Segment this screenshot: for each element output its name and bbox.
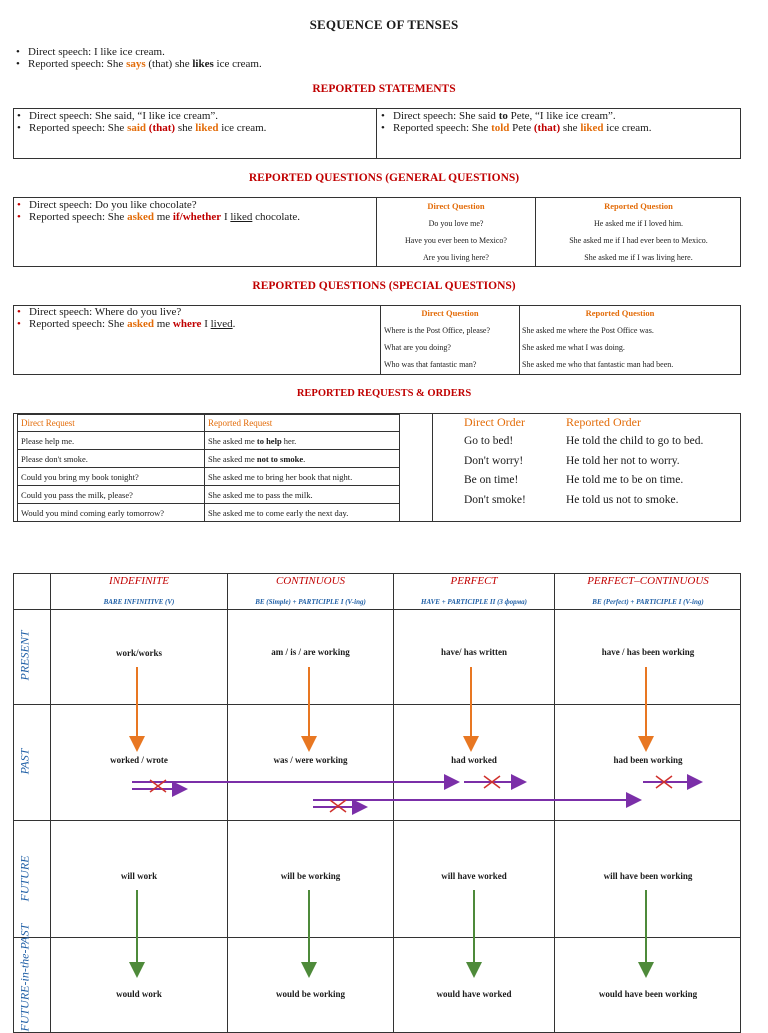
past-shift-arrows [132,782,695,807]
general-heading: REPORTED QUESTIONS (GENERAL QUESTIONS) [248,172,520,184]
grid-sub-perfect-continuous: BE (Perfect) + PARTICIPLE I (V-ing) [592,598,704,606]
list-item: She asked me who that fantastic man had been. [522,360,674,369]
grid-head-perfect-continuous: PERFECT–CONTINUOUS [587,575,709,587]
list-item: Be on time! [464,474,519,486]
list-item: He told us not to smoke. [566,493,679,506]
cell-future-perfect-continuous: will have been working [603,871,693,881]
list-item: Don't worry! [464,454,524,467]
grid-head-continuous: CONTINUOUS [275,575,346,587]
cell-past-continuous: was / were working [273,755,348,765]
cell-past-indefinite: worked / wrote [110,755,168,765]
statements-right: • Direct speech: She said to Pete, “I like ice cream”. • Reported speech: She told Pete (that) she liked ice cream. [381,110,652,134]
grid-sub-continuous: BE (Simple) + PARTICIPLE I (V-ing) [255,598,366,606]
list-item: Who was that fantastic man? [384,360,477,369]
general-bullets: • Direct speech: Do you like chocolate? • Reported speech: She asked me if/whether I liked chocolate. [17,199,301,223]
list-item: Don't smoke! [464,493,526,506]
cell-present-continuous: am / is / are working [271,647,350,657]
cell-present-perfect: have/ has written [441,647,507,657]
intro-direct: • Direct speech: I like ice cream. [16,46,165,58]
grid-head-perfect: PERFECT [450,575,498,587]
cell-present-indefinite: work/works [115,648,162,658]
grid-sub-indefinite: BARE INFINITIVE (V) [103,598,175,606]
row-label-past: PAST [17,748,32,775]
order-reported-heading: Reported Order [566,415,641,429]
table-row: Could you bring my book tonight? She asked me to bring her book that night. [18,468,400,486]
list-item: She asked me if I was living here. [584,253,693,262]
cell-fitp-indefinite: would work [116,989,162,999]
list-item: He told the child to go to bed. [566,435,704,447]
cell-future-perfect: will have worked [441,871,507,881]
table-row: Please don't smoke. She asked me not to smoke. [18,450,400,468]
list-item: She asked me where the Post Office was. [522,326,654,335]
statements-left: • Direct speech: She said, “I like ice cream”. • Reported speech: She said (that) she liked ice cream. [17,110,267,134]
cell-past-perfect-continuous: had been working [613,755,683,765]
list-item: Go to bed! [464,435,514,447]
list-item: Do you love me? [428,219,484,228]
list-item: He told me to be on time. [566,474,684,486]
col-direct-request: Direct Request [18,415,205,432]
list-item: She asked me if I had ever been to Mexico. [569,236,708,245]
cell-future-continuous: will be working [280,871,341,881]
col-reported-request: Reported Request [205,415,400,432]
list-item: Are you living here? [423,253,489,262]
list-item: What are you doing? [384,343,451,352]
present-to-past-arrows [137,667,646,744]
cell-future-indefinite: will work [120,871,158,881]
special-bullets: • Direct speech: Where do you live? • Reported speech: She asked me where I lived. [17,306,236,330]
table-row: Would you mind coming early tomorrow? She asked me to come early the next day. [18,504,400,522]
order-direct-heading: Direct Order [464,415,525,429]
statements-heading: REPORTED STATEMENTS [312,83,456,95]
list-item: Have you ever been to Mexico? [405,236,507,245]
cell-past-perfect: had worked [451,755,497,765]
page-title: SEQUENCE OF TENSES [309,17,459,32]
list-item: She asked me what I was doing. [522,343,625,352]
list-item: He told her not to worry. [566,454,680,467]
grid-sub-perfect: HAVE + PARTICIPLE II (3 форма) [421,598,527,606]
table-row: Please help me. She asked me to help her. [18,432,400,450]
future-to-fitp-arrows [137,890,646,970]
intro-reported: • Reported speech: She says (that) she likes ice cream. [16,58,262,70]
special-col-direct: Direct Question [421,308,479,318]
general-col-reported: Reported Question [604,201,673,211]
list-item: Where is the Post Office, please? [384,326,491,335]
grid-head-indefinite: INDEFINITE [109,575,169,587]
special-col-reported: Reported Question [585,308,655,318]
special-heading: REPORTED QUESTIONS (SPECIAL QUESTIONS) [252,280,516,292]
row-label-present: PRESENT [17,630,32,681]
table-row: Could you pass the milk, please? She asked me to pass the milk. [18,486,400,504]
general-col-direct: Direct Question [427,201,485,211]
cell-present-perfect-continuous: have / has been working [601,647,695,657]
requests-heading: REPORTED REQUESTS & ORDERS [296,388,472,399]
list-item: He asked me if I loved him. [593,219,684,228]
row-label-future-in-the-past: FUTURE-in-the-PAST [17,923,32,1032]
cell-fitp-perfect: would have worked [436,989,512,999]
cell-fitp-continuous: would be working [275,989,346,999]
row-label-future: FUTURE [17,855,32,902]
cell-fitp-perfect-continuous: would have been working [598,989,698,999]
